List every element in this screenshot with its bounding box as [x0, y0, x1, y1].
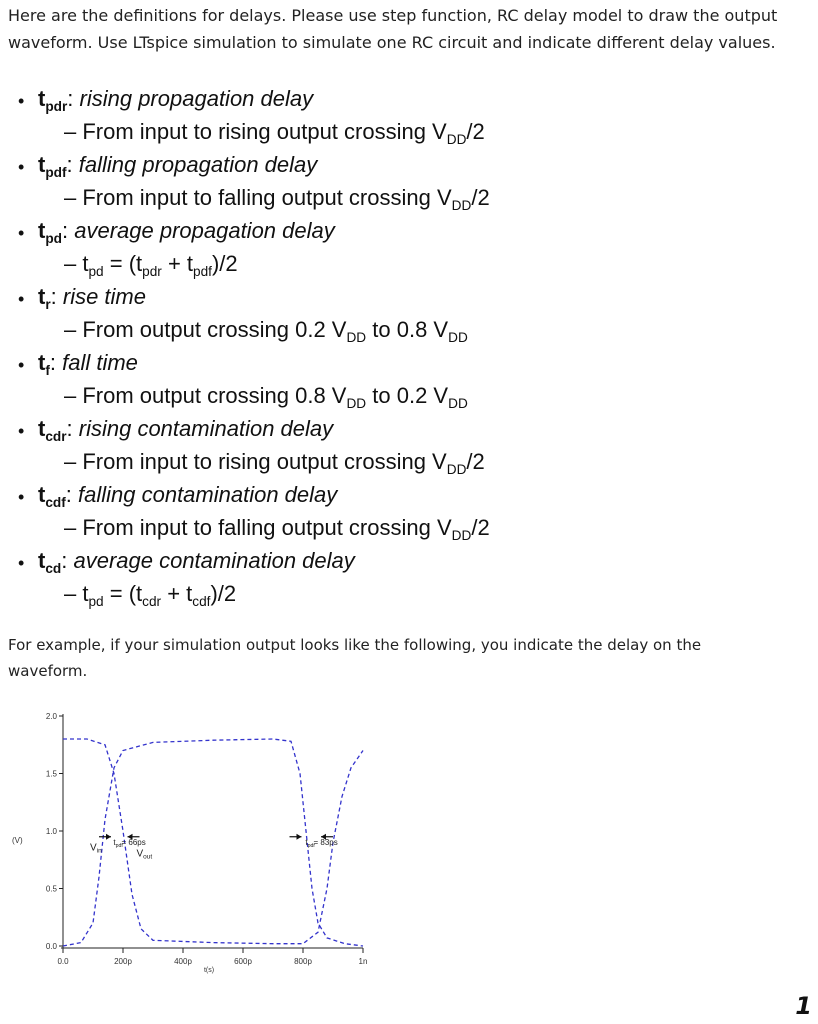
bullet-icon: •: [18, 421, 25, 441]
x-tick-label: 0.0: [57, 957, 69, 966]
y-tick-label: 1.0: [45, 827, 57, 836]
definition-detail: – From output crossing 0.8 $V_{DD}$ to 0.2 $V_{DD}$: [64, 383, 468, 411]
definition-detail: – $t_{pd} = (t_{pdr} + t_{pdf})/2$: [64, 251, 238, 279]
bullet-icon: •: [18, 487, 25, 507]
y-tick-label: 1.5: [45, 769, 57, 779]
tpdr-value: = 83ps: [313, 837, 338, 847]
definition-term: • $t_{cdr}$: rising contamination delay: [18, 416, 334, 444]
intro-text: Here are the definitions for delays. Please use step function, RC delay model to draw the output waveform. Use LTspice simulation to simulate one RC circuit and indicate different delay values.: [8, 6, 778, 52]
waveform-chart: [0, 700, 400, 990]
vin-label: $V_{in}$: [90, 842, 102, 855]
definition-detail: – From input to rising output crossing $V_{DD}/2$: [64, 119, 485, 147]
definition-term: • $t_{pdr}$: rising propagation delay: [18, 86, 314, 114]
definition-term: • $t_{pdf}$: falling propagation delay: [18, 152, 318, 180]
y-axis-label: (V): [12, 836, 23, 845]
page-number: 1: [795, 992, 812, 1020]
definition-term: • $t_f$: fall time: [18, 350, 138, 378]
definition-term: • $t_r$: rise time: [18, 284, 146, 312]
vout-label: $V_{out}$: [136, 848, 153, 861]
bullet-icon: •: [18, 91, 25, 111]
definition-detail: – From input to rising output crossing $V_{DD}/2$: [64, 449, 485, 477]
x-tick-label: 800p: [294, 957, 312, 966]
y-tick-label: 2.0: [45, 712, 57, 721]
y-tick-label: 0.0: [45, 942, 57, 951]
definition-detail: – $t_{pd} = (t_{cdr} + t_{cdf})/2$: [64, 581, 237, 609]
bullet-icon: •: [18, 223, 25, 243]
definition-detail: – From input to falling output crossing $V_{DD}/2$: [64, 515, 490, 543]
definition-detail: – From input to falling output crossing $V_{DD}/2$: [64, 185, 490, 213]
tpdf-value: = 66ps: [121, 837, 146, 847]
x-tick-label: 200p: [114, 957, 132, 966]
x-tick-label: 400p: [174, 957, 192, 966]
bullet-icon: •: [18, 553, 25, 573]
bullet-icon: •: [18, 157, 25, 177]
delay-definitions: [18, 86, 578, 614]
tpdf-arrow-left-head: [106, 834, 111, 840]
example-text: For example, if your simulation output looks like the following, you indicate the delay on the waveform.: [8, 636, 702, 680]
tpdr-arrow-left-head: [297, 834, 302, 840]
x-tick-label: 1n: [358, 957, 368, 966]
x-axis-label: t(s): [203, 967, 215, 974]
definition-detail: – From output crossing 0.2 $V_{DD}$ to 0.8 $V_{DD}$: [64, 317, 468, 345]
x-tick-label: 600p: [234, 957, 252, 966]
bullet-icon: •: [18, 289, 25, 309]
definition-term: • $t_{cd}$: average contamination delay: [18, 548, 355, 576]
tpdf-label: $t_{pdf}$: [113, 837, 123, 849]
y-tick-label: 0.5: [45, 884, 57, 894]
definition-term: • $t_{cdf}$: falling contamination delay: [18, 482, 338, 510]
tpdr-label: $t_{pdr}$: [305, 837, 316, 849]
definition-term: • $t_{pd}$: average propagation delay: [18, 218, 335, 246]
bullet-icon: •: [18, 355, 25, 375]
